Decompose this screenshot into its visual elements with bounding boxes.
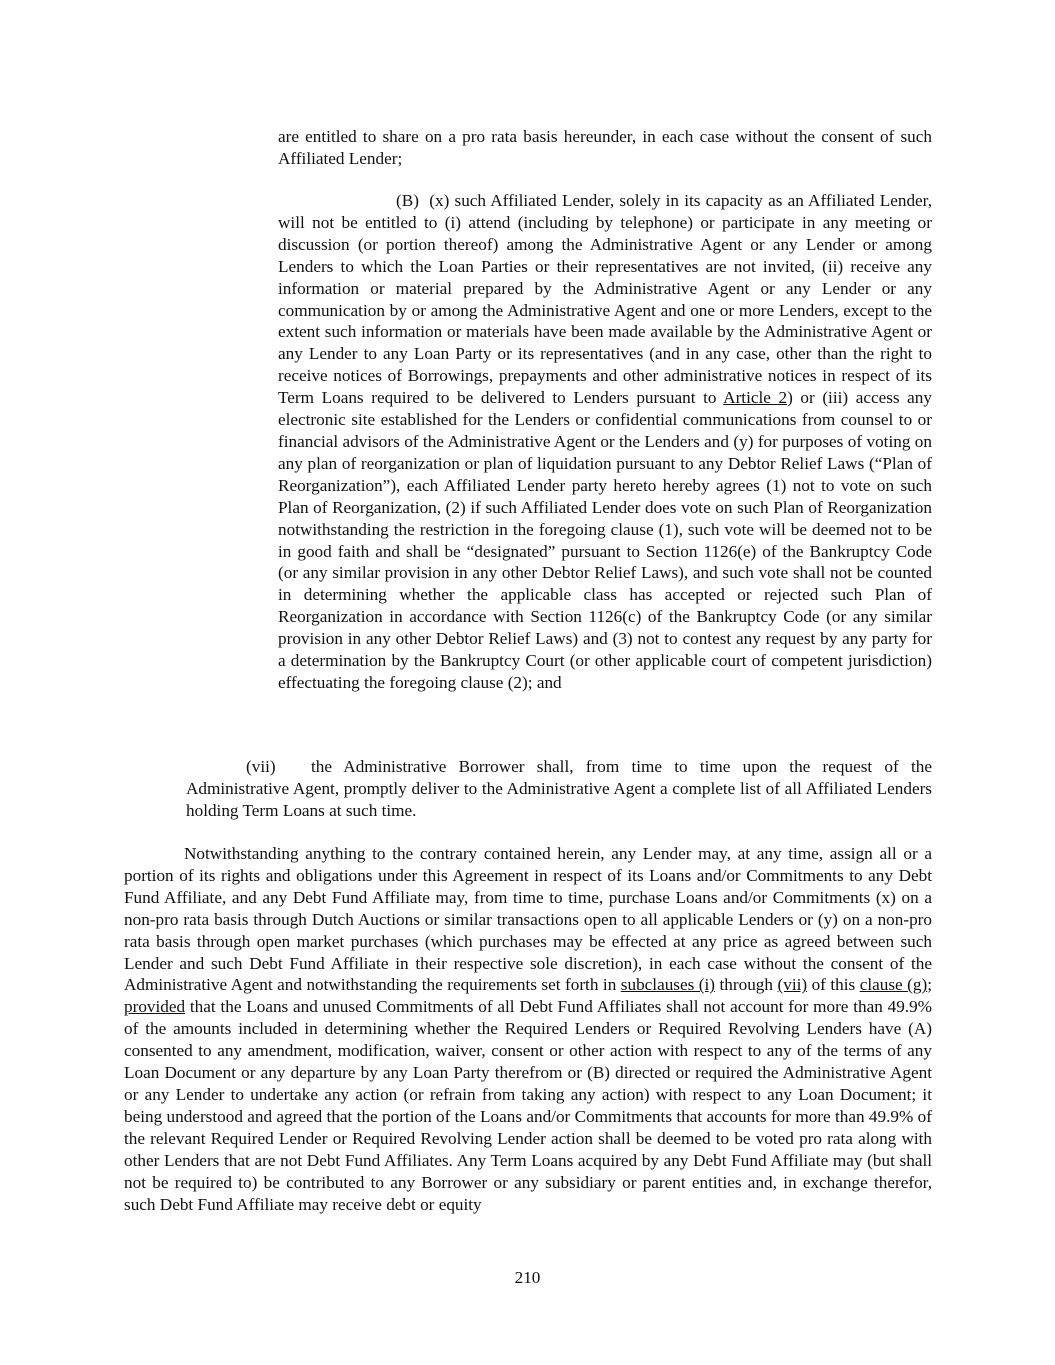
debt-fund-text-b: through bbox=[715, 975, 778, 995]
clause-b-label: (B) bbox=[396, 191, 419, 210]
clause-g-reference: clause (g) bbox=[859, 975, 928, 995]
paragraph-continuation: are entitled to share on a pro rata basis hereunder, in each case without the consent of such Affiliated Lender; bbox=[278, 127, 932, 168]
debt-fund-text-d: ; bbox=[927, 975, 932, 995]
subclauses-i-reference: subclauses (i) bbox=[620, 975, 716, 995]
page-number: 210 bbox=[514, 1268, 541, 1287]
debt-fund-text-e: that the Loans and unused Commitments of all Debt Fund Affiliates shall not account for more than 49.9% of the amounts included in determining whether the Required Lenders or Required Revolving Lenders have (A) consented to any amendment, modification, waiver, consent or other action with respect to any of the terms of any Loan Document or any departure by any Loan Party therefrom or (B) directed or required the Administrative Agent or any Lender to undertake any action (or refrain from taking any action) with respect to any Loan Document; it being understood and agreed that the portion of the Loans and/or Commitments that accounts for more than 49.9% of the relevant Required Lender or Required Revolving Lender action shall be deemed to be voted pro rata along with other Lenders that are not Debt Fund Affiliates. Any Term Loans acquired by any Debt Fund Affiliate may (but shall not be required to) be contributed to any Borrower or any subsidiary or parent entities and, in exchange therefor, such Debt Fund Affiliate may receive debt or equity bbox=[124, 997, 932, 1214]
paragraph-clause-vii bbox=[186, 756, 932, 822]
clause-vii-text: the Administrative Borrower shall, from time to time upon the request of the Administrative Agent, promptly deliver to the Administrative Agent a complete list of all Affiliated Lenders holding Term Loans at such time. bbox=[186, 757, 932, 820]
clause-vii-label: (vii) bbox=[246, 757, 276, 776]
clause-b-text-before: (x) such Affiliated Lender, solely in its capacity as an Affiliated Lender, will not be entitled to (i) attend (including by telephone) or participate in any meeting or discussion (or portion thereof) among the Administrative Agent or any Lender or among Lenders to which the Loan Parties or their representatives are not invited, (ii) receive any information or material prepared by the Administrative Agent or any Lender or any communication by or among the Administrative Agent and one or more Lenders, except to the extent such information or materials have been made available by the Administrative Agent or any Lender to any Loan Party or its representatives (and in any case, other than the right to receive notices of Borrowings, prepayments and other administrative notices in respect of its Term Loans required to be delivered to Lenders pursuant to bbox=[278, 191, 933, 408]
article-2-reference: Article 2 bbox=[723, 388, 788, 408]
paragraph-clause-b bbox=[278, 190, 932, 694]
debt-fund-text-c: of this bbox=[807, 975, 860, 995]
vii-reference: (vii) bbox=[777, 975, 808, 995]
clause-b-text-after: ) or (iii) access any electronic site established for the Lenders or confidential communications from counsel to or financial advisors of the Administrative Agent or the Lenders and (y) for purposes of voting on any plan of reorganization or plan of liquidation pursuant to any Debtor Relief Laws (“Plan of Reorganization”), each Affiliated Lender party hereto hereby agrees (1) not to vote on such Plan of Reorganization, (2) if such Affiliated Lender does vote on such Plan of Reorganization notwithstanding the restriction in the foregoing clause (1), such vote will be deemed not to be in good faith and shall be “designated” pursuant to Section 1126(e) of the Bankruptcy Code (or any similar provision in any other Debtor Relief Laws), and such vote shall not be counted in determining whether the applicable class has accepted or rejected such Plan of Reorganization in accordance with Section 1126(c) of the Bankruptcy Code (or any similar provision in any other Debtor Relief Laws) and (3) not to contest any request by any party for a determination by the Bankruptcy Court (or other applicable court of competent jurisdiction) effectuating the foregoing clause (2); and bbox=[278, 388, 932, 692]
debt-fund-text-a: Notwithstanding anything to the contrary contained herein, any Lender may, at any time, assign all or a portion of its rights and obligations under this Agreement in respect of its Loans and/or Commitments to any Debt Fund Affiliate, and any Debt Fund Affiliate may, from time to time, purchase Loans and/or Commitments (x) on a non-pro rata basis through Dutch Auctions or similar transactions open to all applicable Lenders or (y) on a non-pro rata basis through open market purchases (which purchases may be effected at any price as agreed between such Lender and such Debt Fund Affiliate in their respective sole discretion), in each case without the consent of the Administrative Agent and notwithstanding the requirements set forth in bbox=[124, 844, 932, 995]
paragraph-debt-fund-affiliate bbox=[124, 843, 932, 1215]
provided-term: provided bbox=[124, 997, 186, 1017]
